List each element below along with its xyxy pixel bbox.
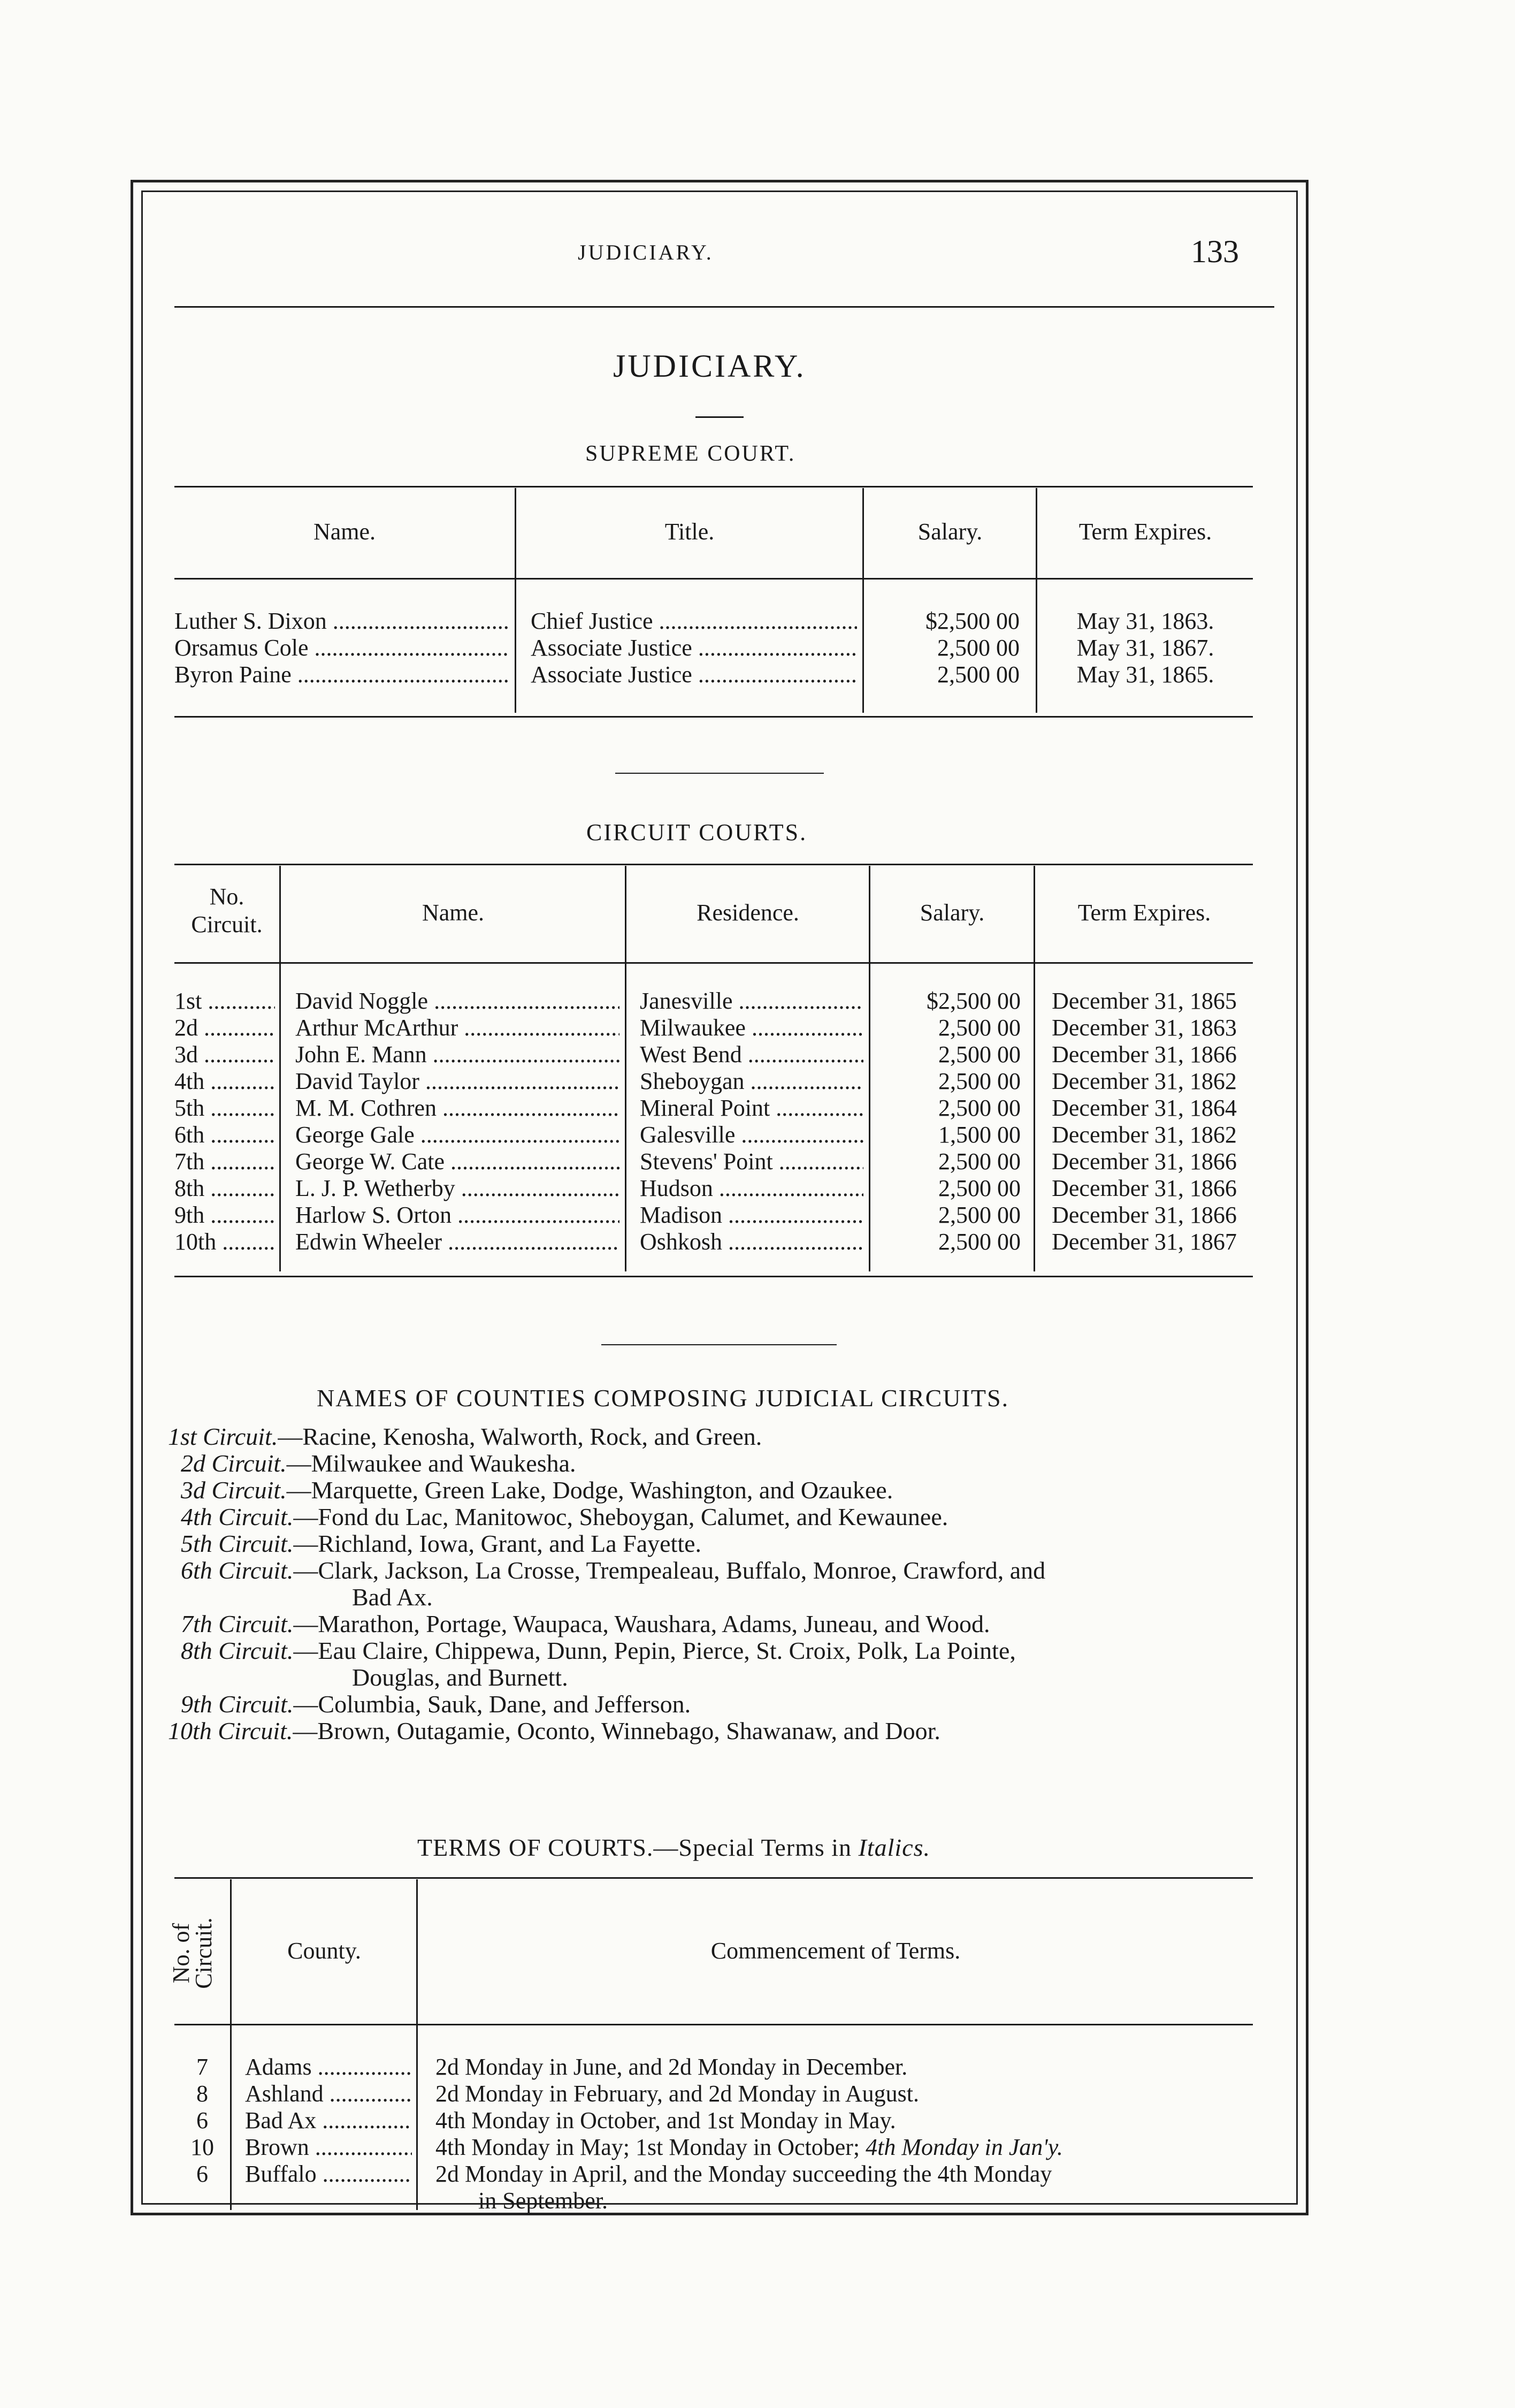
table-row: 6th ..... (174, 1122, 275, 1148)
list-item: 10th Circuit.—Brown, Outagamie, Oconto, Winnebago, Shawanaw, and Door. (168, 1717, 940, 1744)
table-row: Buffalo ..... (245, 2161, 412, 2188)
table-row: 2,500 00 (937, 635, 1020, 661)
table-row: David Taylor ..... (295, 1068, 619, 1095)
terms-county-column (245, 2054, 412, 2188)
col-header-no-circuit: No. Circuit. (191, 883, 263, 938)
supreme-court-title: SUPREME COURT. (585, 441, 796, 466)
table-row: December 31, 1865 (1052, 988, 1237, 1014)
list-item: 8th Circuit.—Eau Claire, Chippewa, Dunn, Pepin, Pierce, St. Croix, Polk, La Pointe, (181, 1637, 1016, 1664)
table-row: 2,500 00 (938, 1175, 1021, 1201)
table-row: December 31, 1863 (1052, 1015, 1237, 1041)
table-row: 7th ..... (174, 1148, 275, 1175)
table-row: 2,500 00 (937, 661, 1020, 688)
table-row: Galesville ..... (640, 1122, 863, 1148)
table-row: Sheboygan ..... (640, 1068, 863, 1095)
col-header-salary: Salary. (920, 900, 985, 926)
title-dash (695, 416, 744, 418)
circuit-residence-column (640, 988, 863, 1255)
table-row: $2,500 00 (927, 988, 1021, 1014)
table-row: 4th ..... (174, 1068, 275, 1095)
table-row: Chief Justice ..... (531, 608, 857, 635)
table-row: 2,500 00 (938, 1229, 1021, 1255)
terms-title: TERMS OF COURTS.—Special Terms in Italics. (417, 1834, 931, 1861)
col-header-title: Title. (664, 519, 715, 545)
page-number: 133 (1191, 234, 1239, 269)
table-row: 2d ..... (174, 1015, 275, 1041)
table-row: 2,500 00 (938, 1068, 1021, 1094)
table-row: Hudson ..... (640, 1175, 863, 1202)
list-item: 4th Circuit.—Fond du Lac, Manitowoc, Sheboygan, Calumet, and Kewaunee. (181, 1503, 948, 1530)
separator-rule (615, 773, 824, 774)
table-row: December 31, 1864 (1052, 1095, 1237, 1121)
terms-commencement-column (435, 2054, 1254, 2214)
table-row: Edwin Wheeler ..... (295, 1229, 619, 1255)
col-header-term: Term Expires. (1077, 900, 1211, 926)
header-rule (174, 306, 1274, 308)
circuit-no-column (174, 988, 275, 1255)
table-row: Oshkosh ..... (640, 1229, 863, 1255)
table-row: Stevens' Point ..... (640, 1148, 863, 1175)
table-row: 10 (190, 2134, 214, 2160)
table-row: 2d Monday in April, and the Monday succeeding the 4th Monday (435, 2161, 1052, 2187)
table-row-continuation: in September. (478, 2188, 608, 2214)
table-row: 2d Monday in February, and 2d Monday in August. (435, 2081, 919, 2107)
supreme-salary-column (864, 608, 1020, 688)
table-row: 2,500 00 (938, 1202, 1021, 1228)
table-row: 6 (196, 2161, 208, 2187)
list-item: 7th Circuit.—Marathon, Portage, Waupaca, Waushara, Adams, Juneau, and Wood. (181, 1610, 990, 1637)
table-row: 6 (196, 2107, 208, 2133)
table-row: 9th ..... (174, 1202, 275, 1229)
terms-no-column (174, 2054, 230, 2188)
list-item: 6th Circuit.—Clark, Jackson, La Crosse, Trempealeau, Buffalo, Monroe, Crawford, and (181, 1557, 1046, 1584)
list-item: 3d Circuit.—Marquette, Green Lake, Dodge, Washington, and Ozaukee. (181, 1476, 893, 1504)
table-row: December 31, 1866 (1052, 1148, 1237, 1175)
table-row: $2,500 00 (925, 608, 1020, 634)
table-row: M. M. Cothren ..... (295, 1095, 619, 1122)
table-row: Madison ..... (640, 1202, 863, 1229)
section-title: JUDICIARY. (613, 348, 806, 384)
table-row: West Bend ..... (640, 1041, 863, 1068)
table-row: 2,500 00 (938, 1015, 1021, 1041)
table-row: 5th ..... (174, 1095, 275, 1122)
table-row: 2,500 00 (938, 1148, 1021, 1175)
list-item-continuation: Douglas, and Burnett. (352, 1664, 568, 1691)
table-row: George W. Cate ..... (295, 1148, 619, 1175)
table-row: December 31, 1862 (1052, 1122, 1237, 1148)
table-row: December 31, 1866 (1052, 1202, 1237, 1228)
col-header-name: Name. (313, 519, 376, 545)
table-row: May 31, 1865. (1076, 661, 1214, 688)
list-item: 1st Circuit.—Racine, Kenosha, Walworth, Rock, and Green. (168, 1423, 762, 1450)
list-item: 2d Circuit.—Milwaukee and Waukesha. (181, 1450, 576, 1477)
table-row: Arthur McArthur ..... (295, 1015, 619, 1041)
table-row: Bad Ax ..... (245, 2107, 412, 2134)
circuit-name-column (295, 988, 619, 1255)
col-header-commencement: Commencement of Terms. (710, 1938, 961, 1964)
table-row: David Noggle ..... (295, 988, 619, 1015)
table-row: 3d ..... (174, 1041, 275, 1068)
table-row: Byron Paine ..... (174, 661, 509, 688)
col-header-term: Term Expires. (1078, 519, 1212, 545)
table-row: Associate Justice ..... (531, 661, 857, 688)
supreme-name-column (174, 608, 509, 688)
col-header-no-of-circuit: No. of Circuit. (168, 1917, 217, 1989)
table-row: 2,500 00 (938, 1041, 1021, 1068)
table-row: 2,500 00 (938, 1095, 1021, 1121)
table-row: 10th ..... (174, 1229, 275, 1255)
supreme-title-column (531, 608, 857, 688)
col-header-county: County. (287, 1938, 361, 1964)
list-item-continuation: Bad Ax. (352, 1583, 433, 1611)
supreme-term-column (1038, 608, 1253, 688)
table-row: 1,500 00 (938, 1122, 1021, 1148)
running-title: JUDICIARY. (578, 240, 714, 264)
table-row: L. J. P. Wetherby ..... (295, 1175, 619, 1202)
col-header-residence: Residence. (697, 900, 799, 926)
col-header-name: Name. (422, 900, 485, 926)
table-row: May 31, 1863. (1076, 608, 1214, 634)
table-row: December 31, 1866 (1052, 1041, 1237, 1068)
table-row: 2d Monday in June, and 2d Monday in December. (435, 2054, 908, 2080)
table-row: Mineral Point ..... (640, 1095, 863, 1122)
table-row: John E. Mann ..... (295, 1041, 619, 1068)
table-row: Orsamus Cole ..... (174, 635, 509, 661)
circuit-courts-title: CIRCUIT COURTS. (586, 819, 808, 845)
col-header-salary: Salary. (917, 519, 983, 545)
table-row: 8 (196, 2081, 208, 2107)
table-row: 4th Monday in May; 1st Monday in October; 4th Monday in Jan'y. (435, 2134, 1063, 2160)
circuit-term-column (1036, 988, 1253, 1255)
table-row: December 31, 1862 (1052, 1068, 1237, 1094)
table-row: May 31, 1867. (1076, 635, 1214, 661)
table-row: Associate Justice ..... (531, 635, 857, 661)
list-item: 5th Circuit.—Richland, Iowa, Grant, and La Fayette. (181, 1530, 702, 1557)
list-item: 9th Circuit.—Columbia, Sauk, Dane, and Jefferson. (181, 1690, 691, 1718)
table-row: 7 (196, 2054, 208, 2080)
table-row: George Gale ..... (295, 1122, 619, 1148)
table-row: Adams ..... (245, 2054, 412, 2081)
table-row: 8th ..... (174, 1175, 275, 1202)
table-row: 4th Monday in October, and 1st Monday in May. (435, 2107, 896, 2133)
table-row: Milwaukee ..... (640, 1015, 863, 1041)
table-row: December 31, 1866 (1052, 1175, 1237, 1201)
table-row: December 31, 1867 (1052, 1229, 1237, 1255)
table-row: Brown ..... (245, 2134, 412, 2161)
table-row: Harlow S. Orton ..... (295, 1202, 619, 1229)
table-row: Janesville ..... (640, 988, 863, 1015)
counties-title: NAMES OF COUNTIES COMPOSING JUDICIAL CIRCUITS. (317, 1384, 1009, 1412)
separator-rule (601, 1344, 837, 1345)
circuit-salary-column (871, 988, 1021, 1255)
table-row: 1st ..... (174, 988, 275, 1015)
table-row: Luther S. Dixon ..... (174, 608, 509, 635)
table-row: Ashland ..... (245, 2081, 412, 2107)
